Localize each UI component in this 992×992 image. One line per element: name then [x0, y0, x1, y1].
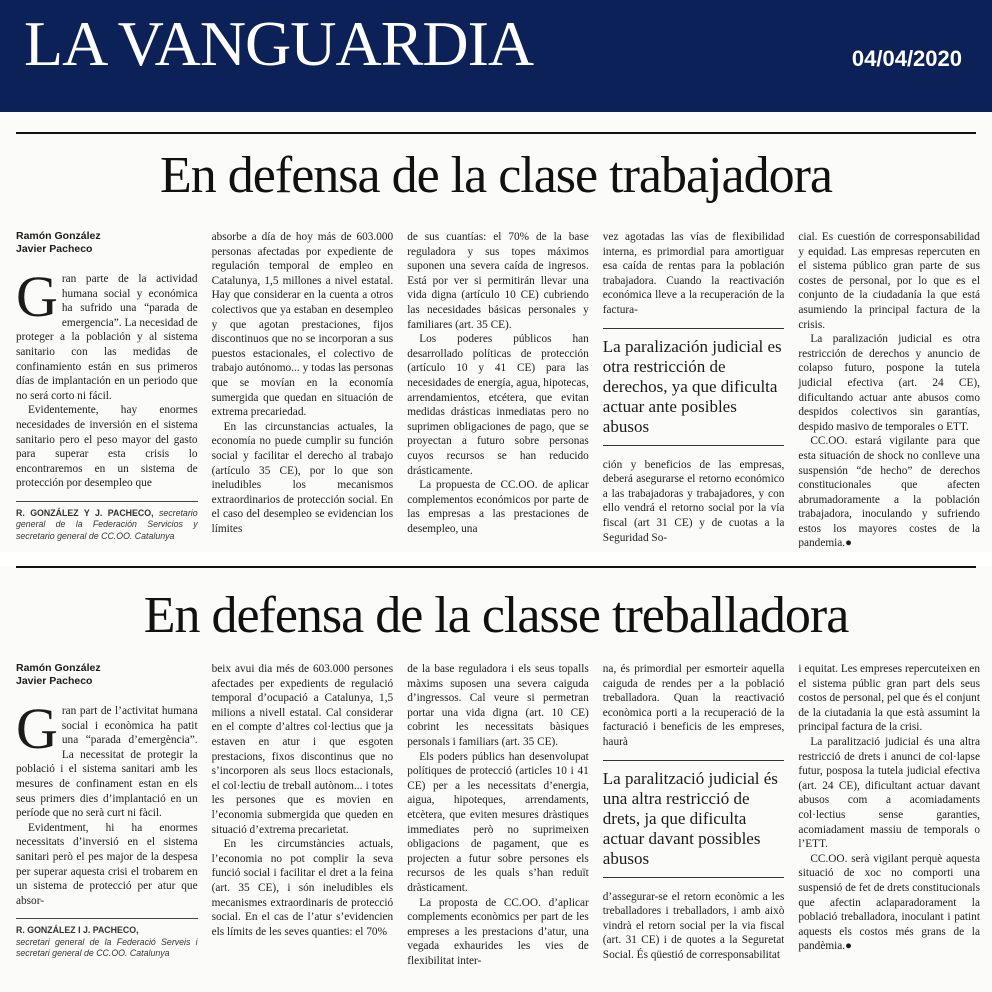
paragraph: na, és primordial per esmorteir aquella caiguda de rendes per a la població treballadora. Quan la reactivació econòmica porti a la recuperació de la facturació i beneficis de les empreses, haurà [602, 663, 785, 748]
top-rule [16, 132, 976, 134]
paragraph: d’assegurar-se el retorn econòmic a les treballadores i treballadors, i amb això vindrà el retorn social per la via fiscal (art. 31 CE) i de quotes a la Seguretat Social. És qüestió de corresponsabilitat [602, 890, 785, 961]
article-body [16, 662, 980, 988]
column-5 [798, 230, 980, 548]
paragraph: Los poderes públicos han desarrollado políticas de protección (artículo 10 y 41 CE) para las necesidades de energía, agua, hipotecas, arrendamientos, etcétera, que evitan medidas drásticas inmediatas pero no suprimen obligaciones de pago, que se proyectan a futuro sobre personas cuyos recursos se han reducido drásticamente. [407, 333, 589, 477]
author-credit [16, 918, 198, 960]
newspaper-logo: LA VANGUARDIA [24, 8, 534, 79]
paragraph: Evidentment, hi ha enormes necessitats d’inversió en el sistema sanitari però el pes major de la despesa per superar aquesta crisi el trobarem en un sistema de protecció per atur que absor- [16, 821, 198, 907]
author-name: Javier Pacheco [16, 675, 93, 687]
top-rule [16, 566, 976, 568]
headline: En defensa de la clase trabajadora [160, 147, 832, 204]
byline [16, 230, 198, 256]
headline: En defensa de la classe treballadora [143, 587, 849, 644]
paragraph: La propuesta de CC.OO. de aplicar complementos económicos por parte de las empresas a las prestaciones de desempleo, una [407, 479, 589, 535]
paragraph: Els poders públics han desenvolupat polítiques de protecció (articles 10 i 41 CE) per a les necessitats d’energia, aigua, hipoteques, arrendaments, etcètera, que eviten mesures dràstiques immediates però no suprimeixen obligacions de pagament, que es projecten a futur sobre persones els recursos de les quals s’han reduït dràsticament. [407, 750, 589, 894]
column-2 [212, 230, 394, 548]
paragraph: En las circunstancias actuales, la economía no puede cumplir su función social y facilitar el derecho al trabajo (artículo 35 CE), por lo que son ineludibles los mecanismos extraordinarios de protección social. En el caso del desempleo se evidencian los límites [211, 420, 394, 535]
column-5 [798, 662, 980, 988]
paragraph: La paralización judicial es otra restricción de derechos y anuncio de colapso futuro, pospone la tutela judicial efectiva (art. 24 CE), dificultando actuar ante abusos como despidos colectivos sin garantías, despido masivo de temporales o ETT. [798, 333, 980, 433]
byline [16, 662, 198, 688]
article-body [16, 230, 980, 548]
credit-names: R. GONZÁLEZ I J. PACHECO, [16, 925, 139, 936]
column-2 [212, 662, 394, 988]
pull-quote: La paralización judicial es otra restricción de derechos, ya que dificulta actuar ante posibles abusos [603, 328, 785, 446]
paragraph: beix avui dia més de 603.000 persones afectades per expedients de regulació temporal d’ocupació a Catalunya, 1,5 milions a nivell estatal. Cal considerar en el compte d’altres col·lectius que ja estaven en atur i que esgoten prestacions, fixos discontinus que no s’incorporen als seus llocs estacionals, el col·lectiu de treball autònom... i totes les persones que es movien en l’economia submergida que queden en situació d’extrema precarietat. [211, 663, 394, 836]
author-name: Javier Pacheco [16, 243, 93, 255]
drop-cap: G [16, 696, 58, 761]
paragraph: de la base reguladora i els seus topalls màxims suposen una severa caiguda d’ingressos. Cal veure si permetran portar una vida digna (art. 10 CE) cobrint les necessitats bàsiques personals i familiars (art. 35 CE). [407, 663, 589, 748]
author-name: Ramón González [16, 230, 101, 242]
paragraph-text: ran part de l’activitat humana social i econòmica ha patit una “parada d’emergència”. La necessitat de protegir la població i el sistema sanitari amb les mesures de confinament estan en els seus primers dies d’implantació en un període que no serà curt ni fàcil. [16, 705, 198, 820]
paragraph: Evidentemente, hay enormes necesidades de inversión en el sistema sanitario pero el peso mayor del gasto para superar esta crisis lo encontraremos en un sistema de protección por desempleo que [16, 404, 198, 490]
lead-paragraph [16, 264, 198, 403]
column-3 [407, 230, 589, 548]
paragraph: absorbe a día de hoy más de 603.000 personas afectadas por expediente de regulación temporal de empleo en Catalunya, 1,5 millones a nivel estatal. Hay que considerar en la cuenta a otros colectivos que ya estaban en desempleo y que agotan prestaciones, fijos discontinuos que no se incorporan a sus puestos estacionales, el colectivo de trabajo autónomo... y todas las personas que se movían en la economía sumergida que quedan en situación de extrema precariedad. [211, 231, 394, 419]
paragraph: cial. Es cuestión de corresponsabilidad y equidad. Las empresas repercuten en el sistema público gran parte de sus costes de personal, por lo que es el conjunto de la ciudadanía la que está asumiendo la principal factura de la crisis. [798, 231, 980, 331]
publication-date: 04/04/2020 [851, 46, 962, 71]
article-clipping-spanish [0, 112, 992, 552]
paragraph: vez agotadas las vías de flexibilidad interna, es primordial para amortiguar esa caída de rentas para la población trabajadora. Cuando la reactivación económica lleve a la recuperación de la factura- [602, 231, 785, 316]
column-4 [603, 662, 785, 988]
author-credit [16, 501, 198, 543]
paragraph: CC.OO. estará vigilante para que esta situación de shock no conlleve una suspensión “de hecho” de derechos constitucionales que afecten abrumadoramente a la población trabajadora, inoculando y sufriendo estos los mayores costes de la pandemia.● [798, 435, 980, 548]
credit-names: R. GONZÁLEZ Y J. PACHECO, [16, 507, 154, 518]
masthead-banner [0, 0, 992, 112]
author-name: Ramón González [16, 662, 101, 674]
column-4 [603, 230, 785, 548]
column-1 [16, 230, 198, 548]
paragraph: La proposta de CC.OO. d’aplicar complements econòmics per part de les empreses a les prestacions d’atur, una vegada exhaurides les vies de flexibilitat inter- [407, 896, 589, 967]
paragraph: i equitat. Les empreses repercuteixen en el sistema públic gran part dels seus costos de personal, pel que és el conjunt de la ciutadania la que està assumint la principal factura de la crisi. [798, 663, 980, 734]
credit-role: secretario general de la Federación Servicios y secretario general de CC.OO. Catalunya [16, 507, 198, 541]
article-clipping-catalan [0, 566, 992, 992]
lead-paragraph [16, 696, 198, 821]
column-1 [16, 662, 198, 988]
paragraph: de sus cuantías: el 70% de la base reguladora y sus topes máximos suponen una severa caída de ingresos. Está por ver si permitirán llevar una vida digna (artículo 10 CE) cubriendo las necesidades básicas personales y familiares (art. 35 CE). [407, 231, 589, 331]
paragraph: En les circumstàncies actuals, l’economia no pot complir la seva funció social i facilitar el dret a la feina (art. 35 CE), i són ineludibles els mecanismes extraordinaris de protecció social. En el cas de l’atur s’evidencien els límits de les seves quanties: el 70% [211, 838, 394, 938]
paragraph: La paralització judicial és una altra restricció de drets i anunci de col·lapse futur, posposa la tutela judicial efectiva (art. 24 CE), dificultant actuar davant abusos com a acomiadaments col·lectius sense garanties, acomiadament massiu de temporals o l’ETT. [798, 735, 980, 851]
paragraph: ción y beneficios de las empresas, deberá asegurarse el retorno económico a las trabajadoras y trabajadores, y con ello vendrá el retorno social por la vía fiscal (art 31 CE) y de cuotas a la Seguridad So- [602, 458, 785, 544]
column-3 [407, 662, 589, 988]
paragraph: CC.OO. serà vigilant perquè aquesta situació de xoc no comporti una suspensió de fet de drets constitucionals que afectin aclaparadorament la població treballadora, inoculant i patint aquests els costos més grans de la pandèmia.● [798, 852, 980, 953]
credit-role: secretari general de la Federació Serveis i secretari general de CC.OO. Catalunya [16, 936, 198, 959]
drop-cap: G [16, 264, 58, 329]
paragraph-text: ran parte de la actividad humana social y económica ha sufrido una “parada de emergencia”. La necesidad de proteger a la población y al sistema sanitario con las medidas de confinamiento están en sus primeros días de implantación en un periodo que no será corto ni fácil. [16, 273, 198, 402]
pull-quote: La paralització judicial és una altra restricció de drets, ja que dificulta actuar davant possibles abusos [603, 760, 785, 878]
